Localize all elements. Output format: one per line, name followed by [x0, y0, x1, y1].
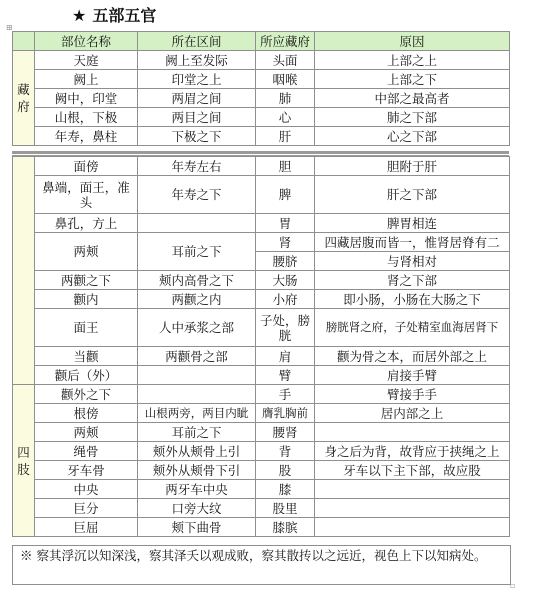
table-cell: 四藏居腹而皆一，惟肾居脊有二 — [315, 233, 510, 252]
table-cell: 颧外之下 — [35, 385, 138, 404]
table-cell: 背 — [256, 442, 315, 461]
table-cell: 口旁大纹 — [138, 499, 256, 518]
table-cell: 股里 — [256, 499, 315, 518]
table-cell: 胃 — [256, 214, 315, 233]
table-row — [13, 157, 510, 176]
star-icon: ★ — [72, 6, 87, 25]
table-cell: 手 — [256, 385, 315, 404]
table-cell: 牙车骨 — [35, 461, 138, 480]
header-corner-cell — [13, 32, 35, 51]
table-cell: 巨分 — [35, 499, 138, 518]
table-cell: 肝 — [256, 127, 315, 146]
zangfu-table — [12, 31, 510, 146]
resize-handle-icon[interactable]: ▫ — [510, 581, 516, 590]
table-cell: 颊外从颊骨上引 — [138, 442, 256, 461]
table-cell: 山根，下极 — [35, 108, 138, 127]
category-cell-zangfu: 藏府 — [13, 51, 35, 146]
table-cell: 下极之下 — [138, 127, 256, 146]
table-cell: 耳前之下 — [138, 233, 256, 271]
table-cell — [138, 366, 256, 385]
table-cell: 鼻端，面王，准头 — [35, 176, 138, 214]
table-row — [13, 290, 510, 309]
table-row — [13, 499, 510, 518]
table-cell: 膀胱肾之府，子处精室血海居肾下 — [315, 309, 510, 347]
table-cell: 中部之最高者 — [315, 89, 510, 108]
table-cell: 根傍 — [35, 404, 138, 423]
table-row — [13, 347, 510, 366]
table-cell — [315, 423, 510, 442]
table-cell: 年寿之下 — [138, 176, 256, 214]
table-cell: 臂接手手 — [315, 385, 510, 404]
table-cell: 颊外从颊骨下引 — [138, 461, 256, 480]
table-row — [13, 423, 510, 442]
table-cell: 肩 — [256, 347, 315, 366]
table-cell — [138, 385, 256, 404]
table-cell: 耳前之下 — [138, 423, 256, 442]
table-cell: 股 — [256, 461, 315, 480]
table-row — [13, 480, 510, 499]
table-cell: 上部之上 — [315, 51, 510, 70]
table-cell: 膺乳胸前 — [256, 404, 315, 423]
table-row — [13, 51, 510, 70]
table-cell — [315, 499, 510, 518]
table-cell: 胆附于肝 — [315, 157, 510, 176]
table-row — [13, 89, 510, 108]
table-cell: 上部之下 — [315, 70, 510, 89]
table-cell: 腰肾 — [256, 423, 315, 442]
page-title — [72, 5, 156, 27]
table-cell: 即小肠，小肠在大肠之下 — [315, 290, 510, 309]
table-row — [13, 309, 510, 347]
table-cell: 子处，膀胱 — [256, 309, 315, 347]
table-cell: 臂 — [256, 366, 315, 385]
table-cell: 颊内高骨之下 — [138, 271, 256, 290]
table-row — [13, 461, 510, 480]
table-cell: 巨屈 — [35, 518, 138, 537]
table-cell: 肺之下部 — [315, 108, 510, 127]
table-cell: 两颊 — [35, 423, 138, 442]
title-text: 五部五官 — [92, 6, 157, 25]
table-cell: 大肠 — [256, 271, 315, 290]
table-cell: 胆 — [256, 157, 315, 176]
table-cell: 咽喉 — [256, 70, 315, 89]
table-cell: 牙车以下主下部，故应股 — [315, 461, 510, 480]
table-cell: 颧内 — [35, 290, 138, 309]
table-cell: 颧为骨之本，而居外部之上 — [315, 347, 510, 366]
table-cell: 居内部之上 — [315, 404, 510, 423]
table-cell: 面傍 — [35, 157, 138, 176]
table-cell: 两牙车中央 — [138, 480, 256, 499]
table-cell: 年寿左右 — [138, 157, 256, 176]
table-row — [13, 518, 510, 537]
table-header-row — [13, 32, 510, 51]
table-row — [13, 176, 510, 214]
table-cell: 山根两旁，两目内眦 — [138, 404, 256, 423]
table-cell: 颊下曲骨 — [138, 518, 256, 537]
table-row — [13, 366, 510, 385]
table-cell: 脾胃相连 — [315, 214, 510, 233]
table-cell: 与肾相对 — [315, 252, 510, 271]
table-cell: 人中承浆之部 — [138, 309, 256, 347]
table-cell: 面王 — [35, 309, 138, 347]
table-cell: 颧后（外） — [35, 366, 138, 385]
table-cell: 两颊 — [35, 233, 138, 271]
table-row — [13, 127, 510, 146]
table-cell: 膝 — [256, 480, 315, 499]
footnote: ※ 察其浮沉以知深浅，察其泽夭以观成败，察其散抟以之远近，视色上下以知病处。 — [12, 545, 511, 585]
table-cell: 绳骨 — [35, 442, 138, 461]
table-cell: 两目之间 — [138, 108, 256, 127]
table-cell: 腰脐 — [256, 252, 315, 271]
table-cell: 肩接手臂 — [315, 366, 510, 385]
table-row — [13, 404, 510, 423]
table-cell: 心 — [256, 108, 315, 127]
table-cell — [315, 480, 510, 499]
table-cell: 阙上至发际 — [138, 51, 256, 70]
table-row — [13, 271, 510, 290]
table-cell: 脾 — [256, 176, 315, 214]
table-row — [13, 214, 510, 233]
table-cell: 鼻孔，方上 — [35, 214, 138, 233]
table-cell: 阙中，印堂 — [35, 89, 138, 108]
table-cell — [138, 214, 256, 233]
table-cell: 两眉之间 — [138, 89, 256, 108]
category-cell-limbs: 四肢 — [13, 385, 35, 537]
table-row — [13, 70, 510, 89]
table-cell: 阙上 — [35, 70, 138, 89]
table-row — [13, 233, 510, 252]
table-cell: 两颧之内 — [138, 290, 256, 309]
header-cell: 所应藏府 — [256, 32, 315, 51]
table-cell: 当颧 — [35, 347, 138, 366]
table-cell: 身之后为背，故背应于挟绳之上 — [315, 442, 510, 461]
table-cell: 两颧之下 — [35, 271, 138, 290]
table-cell: 小府 — [256, 290, 315, 309]
limbs-table — [12, 156, 510, 537]
table-handle-icon[interactable]: ⊞ — [6, 23, 13, 32]
table-cell: 年寿，鼻柱 — [35, 127, 138, 146]
table-cell: 印堂之上 — [138, 70, 256, 89]
table-cell: 肾之下部 — [315, 271, 510, 290]
table-cell — [315, 518, 510, 537]
table-cell: 头面 — [256, 51, 315, 70]
table-cell: 肝之下部 — [315, 176, 510, 214]
header-cell: 所在区间 — [138, 32, 256, 51]
table-cell: 中央 — [35, 480, 138, 499]
header-cell: 原因 — [315, 32, 510, 51]
table-cell: 膝膑 — [256, 518, 315, 537]
table-cell: 两颧骨之部 — [138, 347, 256, 366]
table-row — [13, 385, 510, 404]
table-cell: 天庭 — [35, 51, 138, 70]
table-cell: 肺 — [256, 89, 315, 108]
table-row — [13, 108, 510, 127]
table-cell: 肾 — [256, 233, 315, 252]
table-divider — [12, 151, 509, 154]
header-cell: 部位名称 — [35, 32, 138, 51]
table-row — [13, 442, 510, 461]
category-cell-upper — [13, 157, 35, 385]
table-cell: 心之下部 — [315, 127, 510, 146]
